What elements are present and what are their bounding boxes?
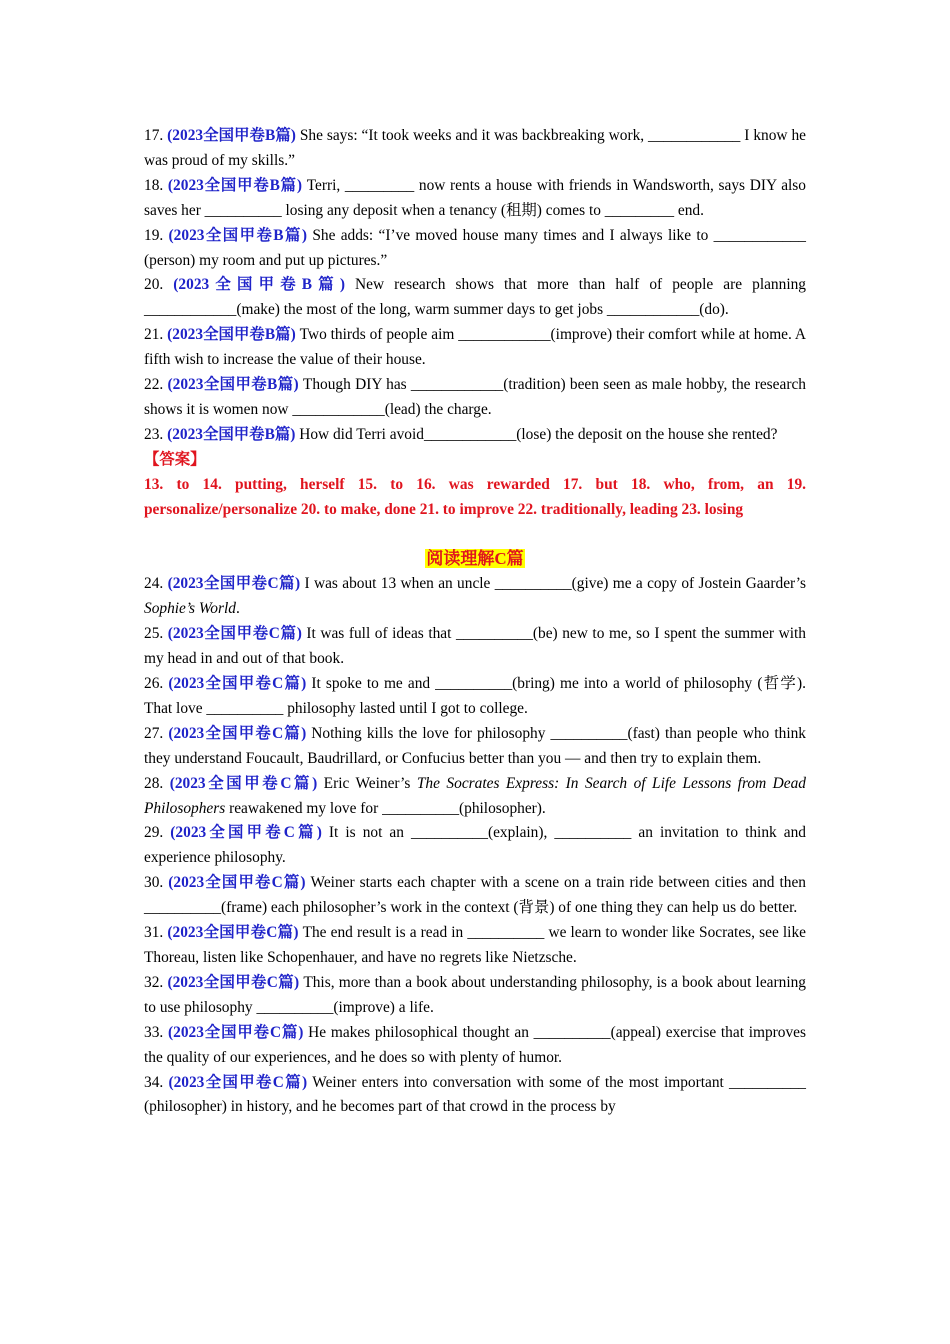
question-32 <box>144 971 806 1021</box>
book-title: The Socrates Express: In Search of Life Lessons from Dead Philosophers <box>144 774 806 817</box>
question-text: He makes philosophical thought an __________(appeal) exercise that improves the quality of our experiences, and he does so with plenty of humor. <box>144 1023 807 1066</box>
question-23 <box>144 423 806 448</box>
question-24 <box>144 572 806 622</box>
source-tag: (2023全国甲卷B篇) <box>167 176 303 194</box>
source-tag: (2023全国甲卷C篇) <box>168 1023 304 1041</box>
question-text: It is not an __________(explain), __________ an invitation to think and experience philosophy. <box>144 824 806 867</box>
question-33 <box>144 1021 806 1071</box>
question-text-end: reawakened my love for __________(philosopher). <box>225 799 546 817</box>
source-tag: (2023全国甲卷C篇) <box>167 924 299 942</box>
source-tag: (2023全国甲卷B篇) <box>167 127 296 144</box>
question-18 <box>144 174 806 224</box>
question-number: 28. <box>144 774 170 792</box>
question-26 <box>144 672 806 722</box>
question-text: Nothing kills the love for philosophy __________(fast) than people who think they understand Foucault, Baudrillard, or Confucius better than you — and then try to explain them. <box>144 724 806 767</box>
section-title-text: 阅读理解C篇 <box>426 548 524 568</box>
question-20 <box>144 273 806 323</box>
question-text: Terri, _________ now rents a house with friends in Wandsworth, says DIY also saves her __________ losing any deposit when a tenancy (租期) comes to _________ end. <box>144 176 806 219</box>
question-19 <box>144 224 806 274</box>
question-number: 17. <box>144 127 168 144</box>
question-number: 33. <box>144 1023 168 1041</box>
source-tag: (2023全国甲卷C篇) <box>167 973 300 991</box>
book-title: Sophie’s World <box>144 600 236 618</box>
source-tag: (2023全国甲卷C篇) <box>170 824 322 842</box>
source-tag: (2023全国甲卷C篇) <box>169 774 318 792</box>
section-title <box>144 547 806 573</box>
question-number: 29. <box>144 824 171 842</box>
question-text: It spoke to me and __________(bring) me into a world of philosophy (哲学). That love __________ philosophy lasted until I got to college. <box>144 675 806 717</box>
answer-text: 13. to 14. putting, herself 15. to 16. was rewarded 17. but 18. who, from, an 19. personalize/personalize 20. to make, done 21. to improve 22. traditionally, leading 23. losing <box>144 475 806 518</box>
question-25 <box>144 622 806 672</box>
question-number: 23. <box>144 425 168 443</box>
document-page <box>144 124 806 1120</box>
question-number: 20. <box>144 276 174 294</box>
question-number: 30. <box>144 874 169 892</box>
question-text-end: . <box>235 600 240 618</box>
source-tag: (2023全国甲卷C篇) <box>168 1073 308 1091</box>
question-17 <box>144 124 806 174</box>
question-text: This, more than a book about understanding philosophy, is a book about learning to use philosophy __________(improve) a life. <box>144 973 806 1016</box>
question-22 <box>144 373 806 423</box>
question-text: Weiner starts each chapter with a scene on a train ride between cities and then __________(frame) each philosopher’s work in the context (背景) of one thing they can help us do better. <box>144 874 806 917</box>
question-number: 21. <box>144 326 168 344</box>
question-text: Though DIY has ____________(tradition) been seen as male hobby, the research shows it is women now ____________(lead) the charge. <box>144 376 806 418</box>
question-number: 22. <box>144 376 168 394</box>
source-tag: (2023全国甲卷C篇) <box>168 724 307 742</box>
question-text: Eric Weiner’s <box>317 774 417 792</box>
question-number: 18. <box>144 176 168 194</box>
question-number: 34. <box>144 1073 169 1091</box>
source-tag: (2023全国甲卷B篇) <box>167 425 296 443</box>
source-tag: (2023全国甲卷C篇) <box>167 625 302 643</box>
question-text: Two thirds of people aim ____________(improve) their comfort while at home. A fifth wish to increase the value of their house. <box>144 326 806 369</box>
source-tag: (2023全国甲卷C篇) <box>168 675 307 693</box>
source-tag: (2023全国甲卷C篇) <box>167 575 301 593</box>
answer-heading: 【答案】 <box>144 450 206 468</box>
question-30 <box>144 871 806 921</box>
question-21 <box>144 323 806 373</box>
question-number: 32. <box>144 973 168 991</box>
question-number: 31. <box>144 924 168 942</box>
source-tag: (2023全国甲卷B篇) <box>168 226 308 244</box>
question-number: 24. <box>144 575 168 593</box>
question-number: 25. <box>144 625 168 643</box>
question-text: The end result is a read in __________ we learn to wonder like Socrates, see like Thoreau, listen like Schopenhauer, and have no regrets like Nietzsche. <box>144 924 806 966</box>
question-28 <box>144 772 806 822</box>
source-tag: (2023全国甲卷B篇) <box>167 326 296 344</box>
question-29 <box>144 821 806 871</box>
question-27 <box>144 722 806 772</box>
question-31 <box>144 921 806 971</box>
question-text: How did Terri avoid____________(lose) the deposit on the house she rented? <box>295 425 778 443</box>
source-tag: (2023全国甲卷B篇) <box>167 376 299 394</box>
source-tag: (2023全国甲卷C篇) <box>168 874 306 892</box>
question-text: She says: “It took weeks and it was backbreaking work, ____________ I know he was proud of my skills.” <box>144 127 806 169</box>
question-text: She adds: “I’ve moved house many times and I always like to ____________ (person) my room and put up pictures.” <box>144 226 806 269</box>
question-number: 26. <box>144 675 169 693</box>
question-number: 27. <box>144 724 169 742</box>
source-tag: (2023全国甲卷B篇) <box>173 276 345 294</box>
question-text: Weiner enters into conversation with some of the most important __________ (philosopher) in history, and he becomes part of that crowd in the process by <box>144 1073 806 1116</box>
question-text: New research shows that more than half of people are planning ____________(make) the most of the long, warm summer days to get jobs ____________(do). <box>144 276 806 319</box>
question-number: 19. <box>144 226 169 244</box>
question-34 <box>144 1071 806 1121</box>
question-text: I was about 13 when an uncle __________(give) me a copy of Jostein Gaarder’s <box>300 575 806 593</box>
question-text: It was full of ideas that __________(be) new to me, so I spent the summer with my head in and out of that book. <box>144 625 806 668</box>
